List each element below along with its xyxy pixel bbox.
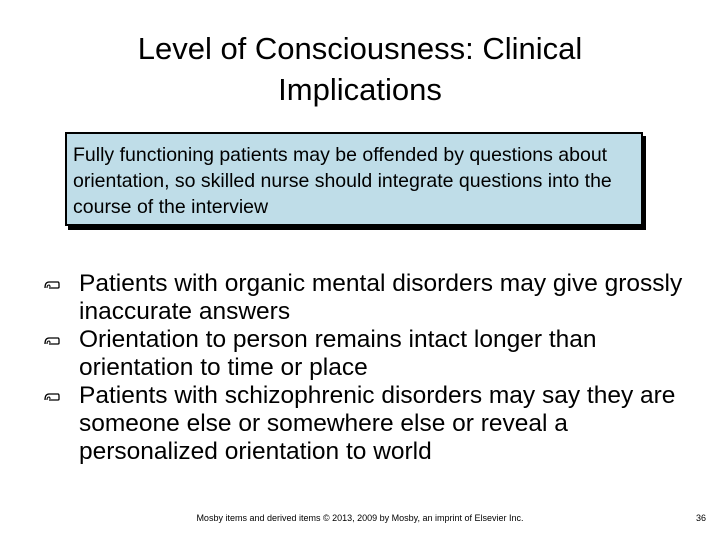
bullet-text: Patients with schizophrenic disorders may say they are someone else or somewhere else or reveal a personalized orientation to world	[79, 382, 676, 465]
callout-text: Fully functioning patients may be offended by questions about orientation, so skilled nurse should integrate questions into the course of the interview	[73, 144, 612, 218]
bullet-text: Patients with organic mental disorders may give grossly inaccurate answers	[79, 270, 683, 325]
bullet-item	[44, 382, 704, 466]
bullet-text: Orientation to person remains intact longer than orientation to time or place	[79, 326, 597, 381]
bullet-item	[44, 326, 704, 382]
bullet-item	[44, 270, 704, 326]
scroll-bullet-icon	[44, 280, 60, 290]
copyright-footer: Mosby items and derived items © 2013, 2009 by Mosby, an imprint of Elsevier Inc.	[196, 513, 524, 523]
scroll-bullet-icon	[44, 392, 60, 402]
bullet-list	[44, 270, 704, 466]
slide-title: Level of Consciousness: Clinical Implications	[137, 31, 583, 107]
callout-box	[65, 132, 643, 226]
scroll-bullet-icon	[44, 336, 60, 346]
page-number: 36	[695, 513, 706, 523]
